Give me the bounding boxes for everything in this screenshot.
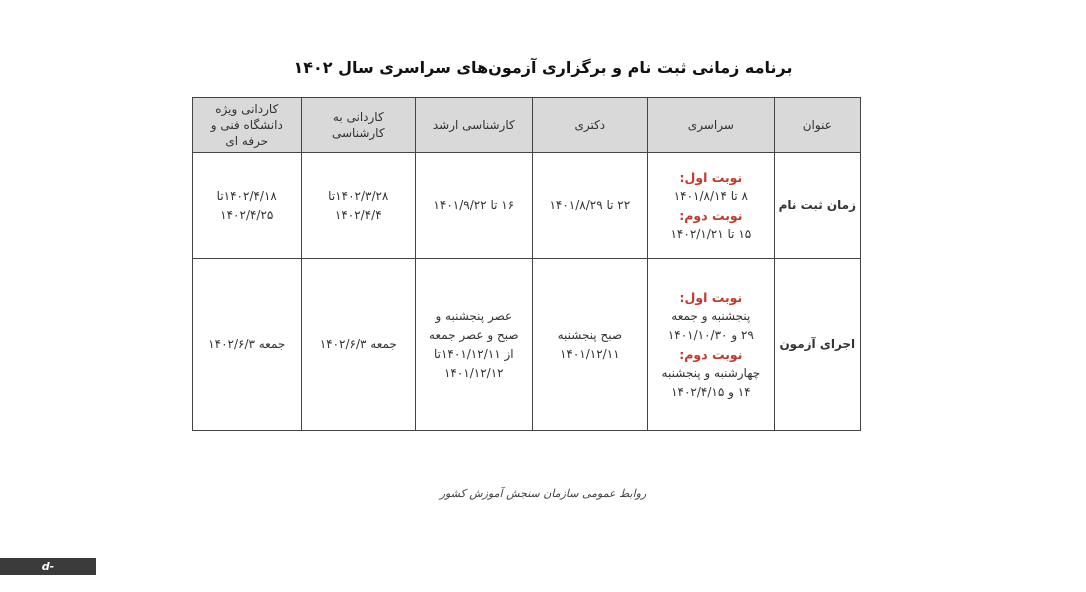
cell-line: ۱۴۰۱/۱۲/۱۱ — [559, 346, 620, 361]
turn1-label: نوبت اول: — [679, 289, 743, 305]
registration-row-label: زمان ثبت نام — [774, 153, 860, 259]
registration-technical-associate-cell — [193, 153, 302, 259]
turn2-label: نوبت دوم: — [679, 207, 743, 223]
schedule-table — [192, 97, 861, 431]
header-title: عنوان — [774, 98, 860, 153]
cell-line: ۱۴۰۲/۴/۴ — [334, 207, 382, 222]
exam-associate-to-bachelor-cell: جمعه ۱۴۰۲/۶/۳ — [301, 259, 416, 431]
exam-masters-cell — [416, 259, 533, 431]
turn1-days: پنجشنبه و جمعه — [671, 308, 751, 323]
table-row — [193, 259, 861, 431]
cell-line: عصر پنجشنبه و — [435, 308, 513, 323]
table-header-row — [193, 98, 861, 153]
registration-masters-cell: ۱۶ تا ۱۴۰۱/۹/۲۲ — [416, 153, 533, 259]
turn1-value: ۲۹ و ۱۴۰۱/۱۰/۳۰ — [667, 327, 754, 342]
cell-line: ۱۴۰۲/۴/۱۸تا — [216, 188, 277, 203]
turn2-days: چهارشنبه و پنجشنبه — [661, 365, 761, 380]
header-associate-to-bachelor: کاردانی به کارشناسی — [301, 98, 416, 153]
cell-line: ۱۴۰۲/۴/۲۵ — [220, 207, 274, 222]
turn2-value: ۱۵ تا ۱۴۰۲/۱/۲۱ — [670, 226, 752, 241]
exam-sarasari-cell — [648, 259, 775, 431]
registration-sarasari-cell — [648, 153, 775, 259]
turn1-value: ۸ تا ۱۴۰۱/۸/۱۴ — [673, 188, 748, 203]
registration-doctorate-cell: ۲۲ تا ۱۴۰۱/۸/۲۹ — [532, 153, 648, 259]
exam-doctorate-cell — [532, 259, 648, 431]
page-title: برنامه زمانی ثبت نام و برگزاری آزمون‌های سراسری سال ۱۴۰۲ — [293, 58, 793, 77]
table-row — [193, 153, 861, 259]
header-sarasari: سراسری — [648, 98, 775, 153]
turn1-label: نوبت اول: — [679, 169, 743, 185]
site-watermark: d-rasht.tvu.ac.ir — [0, 558, 96, 575]
turn2-value: ۱۴ و ۱۴۰۲/۴/۱۵ — [671, 384, 751, 399]
header-technical-associate: کاردانی ویژه دانشگاه فنی و حرفه ای — [193, 98, 302, 153]
exam-technical-associate-cell: جمعه ۱۴۰۲/۶/۳ — [193, 259, 302, 431]
exam-row-label: اجرای آزمون — [774, 259, 860, 431]
cell-line: از ۱۴۰۱/۱۲/۱۱تا — [433, 346, 514, 361]
registration-associate-to-bachelor-cell — [301, 153, 416, 259]
cell-line: ۱۴۰۱/۱۲/۱۲ — [443, 365, 504, 380]
cell-line: صبح و عصر جمعه — [429, 327, 519, 342]
header-doctorate: دکتری — [532, 98, 648, 153]
header-masters: کارشناسی ارشد — [416, 98, 533, 153]
cell-line: ۱۴۰۲/۳/۲۸تا — [328, 188, 389, 203]
cell-line: صبح پنجشنبه — [557, 327, 623, 342]
footer-credit: روابط عمومی سازمان سنجش آموزش کشور — [439, 487, 647, 500]
turn2-label: نوبت دوم: — [679, 346, 743, 362]
